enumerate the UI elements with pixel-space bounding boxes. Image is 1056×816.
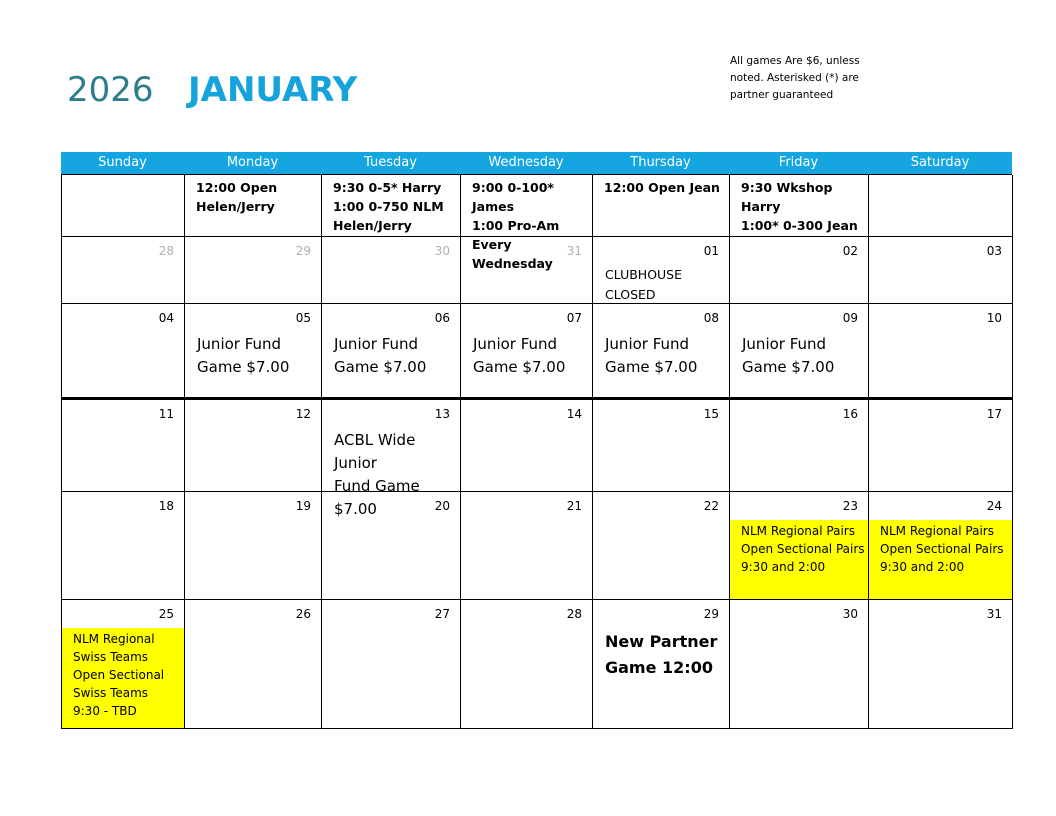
event-text: NLM Regional Swiss Teams Open Sectional Swiss Teams 9:30 - TBD (73, 632, 165, 718)
event-text: NLM Regional Pairs Open Sectional Pairs 9:30 and 2:00 (880, 524, 1004, 574)
weekday-friday: Friday (778, 155, 819, 170)
day-number: 28 (566, 607, 582, 621)
schedule-monday (185, 175, 322, 237)
day-number: 26 (295, 607, 311, 621)
day-cell (461, 237, 593, 304)
event-highlight (62, 628, 184, 728)
day-cell (62, 304, 185, 398)
day-cell (593, 600, 730, 729)
schedule-tuesday (322, 175, 461, 237)
day-number: 15 (703, 407, 719, 421)
day-cell (62, 398, 185, 492)
day-cell (185, 398, 322, 492)
day-number: 29 (703, 607, 719, 621)
day-number: 03 (986, 244, 1002, 258)
day-cell (730, 304, 869, 398)
event-text: Junior Fund Game $7.00 (605, 335, 698, 376)
weekday-wednesday: Wednesday (488, 155, 564, 170)
day-cell (593, 398, 730, 492)
day-number: 30 (842, 607, 858, 621)
day-number: 01 (703, 244, 719, 258)
schedule-text: 9:30 0-5* Harry 1:00 0-750 NLM Helen/Jerry (333, 180, 444, 233)
day-number: 30 (434, 244, 450, 258)
day-number: 16 (842, 407, 858, 421)
calendar-grid (61, 174, 1012, 729)
schedule-text (869, 175, 1012, 178)
day-cell (730, 492, 869, 600)
day-cell (62, 237, 185, 304)
weekday-header (61, 152, 1012, 174)
day-cell (185, 492, 322, 600)
day-number: 31 (566, 244, 582, 258)
day-number: 07 (566, 311, 582, 325)
schedule-sunday (62, 175, 185, 237)
day-number: 17 (986, 407, 1002, 421)
day-cell (869, 600, 1013, 729)
day-cell (593, 492, 730, 600)
day-number: 27 (434, 607, 450, 621)
day-number: 22 (703, 499, 719, 513)
day-number: 11 (158, 407, 174, 421)
month-title: JANUARY (188, 70, 358, 110)
event-text: CLUBHOUSE CLOSED (605, 267, 683, 302)
day-cell (461, 492, 593, 600)
day-cell (322, 237, 461, 304)
schedule-text: 9:00 0-100* James 1:00 Pro-Am Every Wednesday (472, 180, 560, 271)
day-number: 25 (158, 607, 174, 621)
calendar (61, 152, 1012, 729)
event-text: ACBL Wide Junior Fund Game $7.00 (334, 431, 420, 518)
schedule-friday (730, 175, 869, 237)
day-cell (322, 600, 461, 729)
day-cell (730, 398, 869, 492)
day-cell (461, 398, 593, 492)
day-number: 29 (295, 244, 311, 258)
year-title: 2026 (67, 70, 154, 110)
weekday-monday: Monday (226, 155, 279, 170)
day-number: 10 (986, 311, 1002, 325)
day-number: 23 (842, 499, 858, 513)
day-cell (730, 237, 869, 304)
day-number: 09 (842, 311, 858, 325)
event-text: Junior Fund Game $7.00 (334, 335, 427, 376)
day-number: 24 (986, 499, 1002, 513)
day-cell (869, 492, 1013, 600)
day-cell (730, 600, 869, 729)
schedule-text: 9:30 Wkshop Harry 1:00* 0-300 Jean (741, 180, 858, 233)
day-cell (62, 492, 185, 600)
day-number: 05 (295, 311, 311, 325)
day-cell (593, 304, 730, 398)
schedule-text: 12:00 Open Helen/Jerry (196, 180, 278, 214)
day-cell (185, 237, 322, 304)
day-cell (869, 304, 1013, 398)
weekday-thursday: Thursday (630, 155, 691, 170)
day-number: 31 (986, 607, 1002, 621)
day-number: 06 (434, 311, 450, 325)
event-highlight (869, 520, 1012, 599)
day-number: 18 (158, 499, 174, 513)
schedule-text (62, 175, 184, 178)
day-number: 19 (295, 499, 311, 513)
day-number: 13 (434, 407, 450, 421)
day-cell (869, 237, 1013, 304)
day-number: 02 (842, 244, 858, 258)
day-number: 20 (434, 499, 450, 513)
day-number: 12 (295, 407, 311, 421)
event-text: NLM Regional Pairs Open Sectional Pairs 9:30 and 2:00 (741, 524, 865, 574)
weekday-saturday: Saturday (910, 155, 970, 170)
schedule-text: 12:00 Open Jean (604, 180, 720, 195)
day-cell (461, 304, 593, 398)
day-number: 21 (566, 499, 582, 513)
day-cell (62, 600, 185, 729)
pricing-note: All games Are $6, unless noted. Asterisked (*) are partner guaranteed (730, 55, 860, 101)
day-cell (185, 304, 322, 398)
weekday-tuesday: Tuesday (364, 155, 417, 170)
day-cell (322, 304, 461, 398)
day-cell (869, 398, 1013, 492)
day-number: 08 (703, 311, 719, 325)
event-text: Junior Fund Game $7.00 (197, 335, 290, 376)
schedule-thursday (593, 175, 730, 237)
event-text: Junior Fund Game $7.00 (473, 335, 566, 376)
event-text: Junior Fund Game $7.00 (742, 335, 835, 376)
weekday-sunday: Sunday (98, 155, 147, 170)
day-cell (593, 237, 730, 304)
event-highlight (730, 520, 868, 599)
day-number: 28 (158, 244, 174, 258)
day-number: 14 (566, 407, 582, 421)
schedule-saturday (869, 175, 1013, 237)
event-text: New Partner Game 12:00 (605, 632, 718, 677)
day-number: 04 (158, 311, 174, 325)
day-cell (185, 600, 322, 729)
day-cell (461, 600, 593, 729)
day-cell (322, 492, 461, 600)
